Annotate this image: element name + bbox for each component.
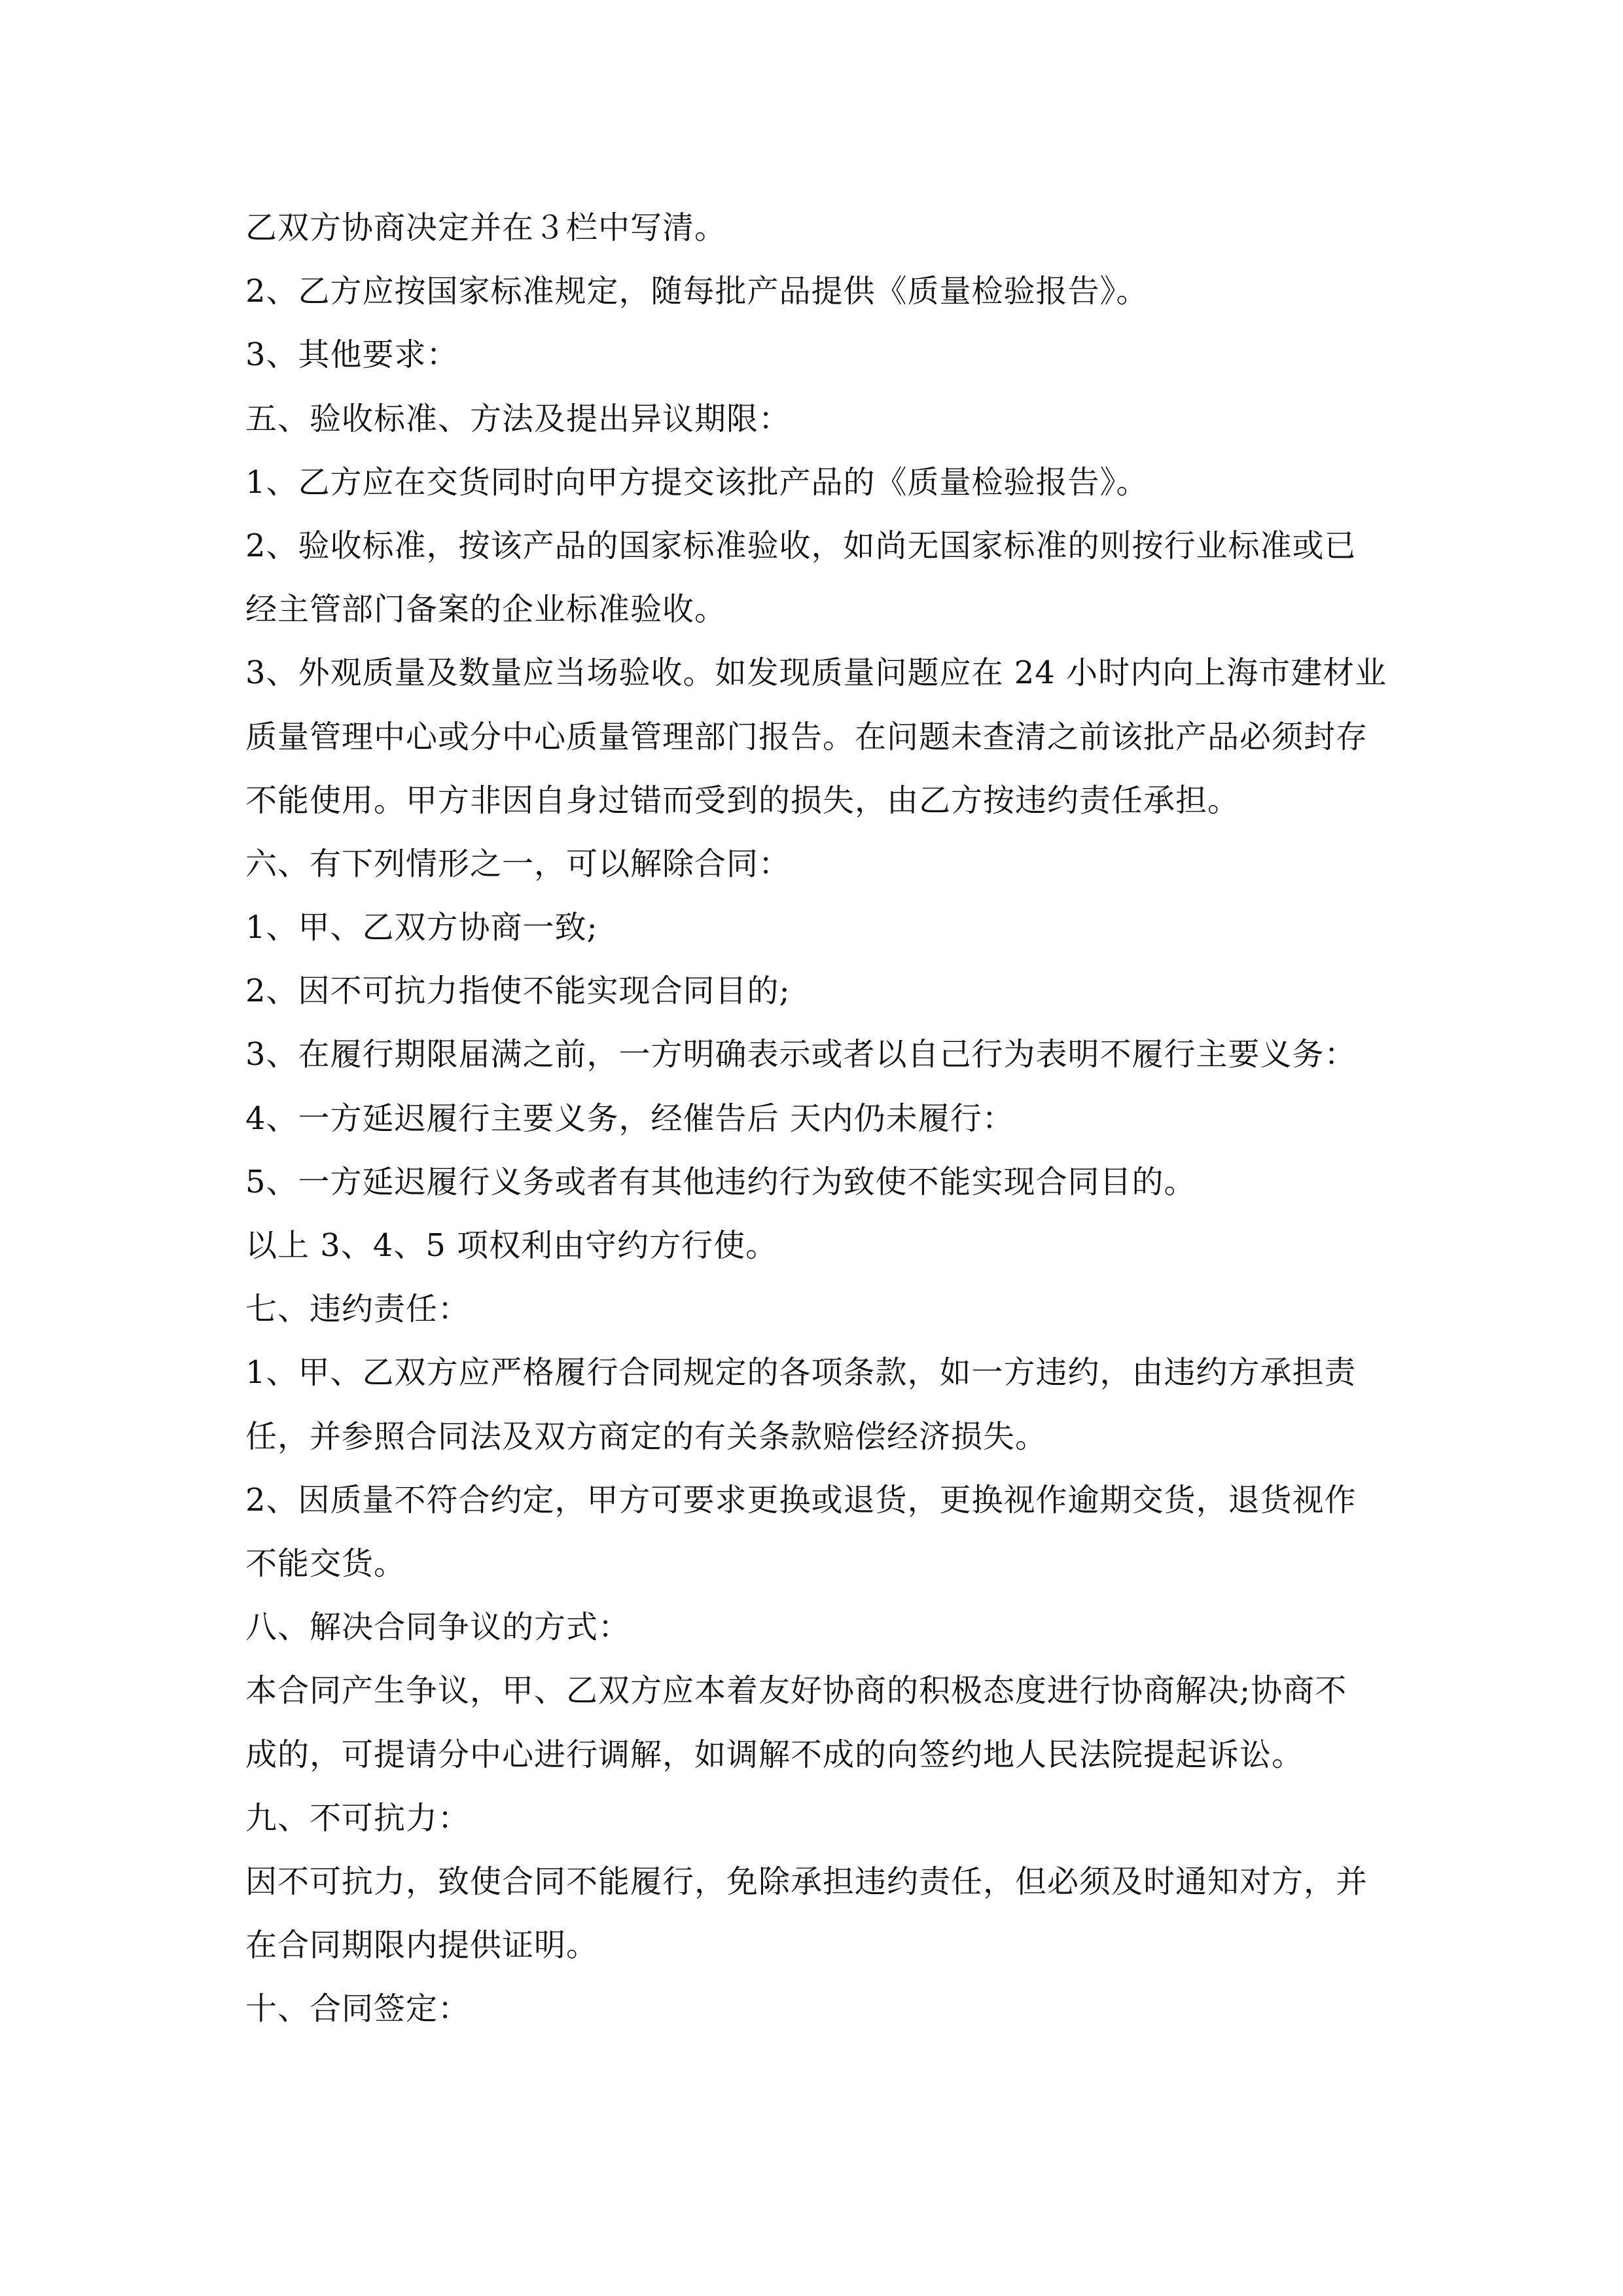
text-line: 成的，可提请分中心进行调解，如调解不成的向签约地人民法院提起诉讼。 [245, 1736, 1304, 1773]
text-line: 2、乙方应按国家标准规定，随每批产品提供《质量检验报告》。 [245, 273, 1149, 310]
text-line: 本合同产生争议，甲、乙双方应本着友好协商的积极态度进行协商解决;协商不 [245, 1672, 1347, 1710]
section-heading: 八、解决合同争议的方式： [245, 1609, 631, 1646]
text-line: 3、外观质量及数量应当场验收。如发现质量问题应在 24 小时内向上海市建材业 [245, 655, 1387, 692]
text-line: 2、验收标准，按该产品的国家标准验收，如尚无国家标准的则按行业标准或已 [245, 527, 1357, 564]
text-line: 1、乙方应在交货同时向甲方提交该批产品的《质量检验报告》。 [245, 463, 1149, 501]
section-heading: 七、违约责任： [245, 1291, 471, 1328]
text-line: 经主管部门备案的企业标准验收。 [245, 591, 727, 628]
text-line: 1、甲、乙双方应严格履行合同规定的各项条款，如一方违约，由违约方承担责 [245, 1354, 1357, 1391]
text-line: 不能交货。 [245, 1545, 406, 1582]
text-line: 质量管理中心或分中心质量管理部门报告。在问题未查清之前该批产品必须封存 [245, 718, 1368, 755]
text-line: 1、甲、乙双方协商一致; [245, 909, 598, 946]
text-line: 5、一方延迟履行义务或者有其他违约行为致使不能实现合同目的。 [245, 1163, 1196, 1200]
text-line: 2、因质量不符合约定，甲方可要求更换或退货，更换视作逾期交货，退货视作 [245, 1481, 1357, 1518]
text-line: 以上 3、4、5 项权利由守约方行使。 [245, 1227, 778, 1264]
text-line: 4、一方延迟履行主要义务，经催告后 天内仍未履行： [245, 1100, 1014, 1137]
text-line: 在合同期限内提供证明。 [245, 1927, 599, 1964]
text-line: 任，并参照合同法及双方商定的有关条款赔偿经济损失。 [245, 1418, 1048, 1455]
document-body [245, 196, 1387, 2041]
section-heading: 十、合同签定： [245, 1990, 471, 2028]
text-line: 3、其他要求： [245, 336, 459, 374]
text-line: 2、因不可抗力指使不能实现合同目的; [245, 973, 791, 1010]
text-line: 不能使用。甲方非因自身过错而受到的损失，由乙方按违约责任承担。 [245, 781, 1240, 819]
section-heading: 五、验收标准、方法及提出异议期限： [245, 400, 791, 437]
text-line: 因不可抗力，致使合同不能履行，免除承担违约责任，但必须及时通知对方，并 [245, 1863, 1368, 1900]
text-line: 乙双方协商决定并在３栏中写清。 [245, 209, 727, 246]
section-heading: 六、有下列情形之一，可以解除合同： [245, 845, 791, 882]
section-heading: 九、不可抗力： [245, 1799, 471, 1837]
text-line: 3、在履行期限届满之前，一方明确表示或者以自己行为表明不履行主要义务： [245, 1036, 1357, 1073]
